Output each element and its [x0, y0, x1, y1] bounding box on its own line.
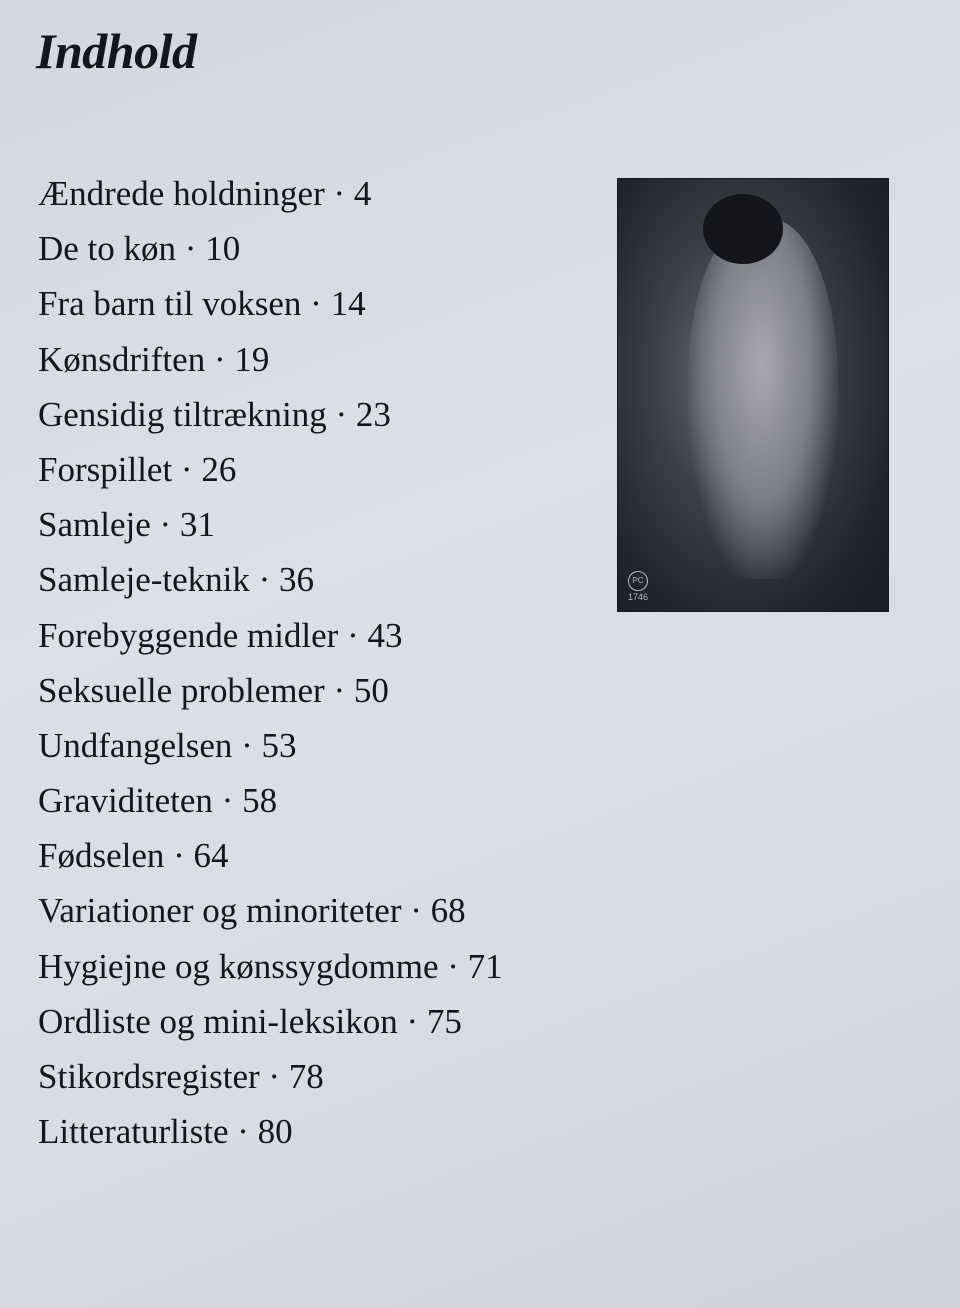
toc-entry: Hygiejne og kønssygdomme · 71: [38, 946, 503, 986]
toc-entry: Forspillet · 26: [38, 449, 237, 489]
toc-entry: Undfangelsen · 53: [38, 725, 297, 765]
toc-entry: Forebyggende midler · 43: [38, 615, 403, 655]
toc-entry: Seksuelle problemer · 50: [38, 670, 389, 710]
photo-stamp: [628, 571, 648, 602]
toc-entry: Samleje-teknik · 36: [38, 560, 315, 600]
vintage-photo: [617, 178, 889, 612]
toc-entry: Gensidig tiltrækning · 23: [38, 394, 391, 434]
toc-entry: Variationer og minoriteter · 68: [38, 891, 466, 931]
stamp-mark: PC: [628, 571, 648, 591]
toc-entry: Fødselen · 64: [38, 836, 229, 876]
photo-figure: [688, 219, 838, 579]
toc-entry: Graviditeten · 58: [38, 781, 278, 821]
toc-entry: Stikordsregister · 78: [38, 1057, 324, 1096]
stamp-number: 1746: [628, 592, 649, 602]
page-title: Indhold: [36, 23, 197, 79]
table-of-contents: [38, 166, 503, 1159]
toc-entry: Samleje · 31: [38, 505, 215, 545]
toc-entry: Ændrede holdninger · 4: [38, 174, 372, 213]
photo-hair: [703, 194, 783, 264]
toc-entry: Fra barn til voksen · 14: [38, 284, 366, 324]
toc-entry: Ordliste og mini-leksikon · 75: [38, 1001, 462, 1041]
toc-entry: Litteraturliste · 80: [38, 1112, 293, 1152]
toc-entry: De to køn · 10: [38, 229, 241, 269]
toc-entry: Kønsdriften · 19: [38, 339, 270, 379]
